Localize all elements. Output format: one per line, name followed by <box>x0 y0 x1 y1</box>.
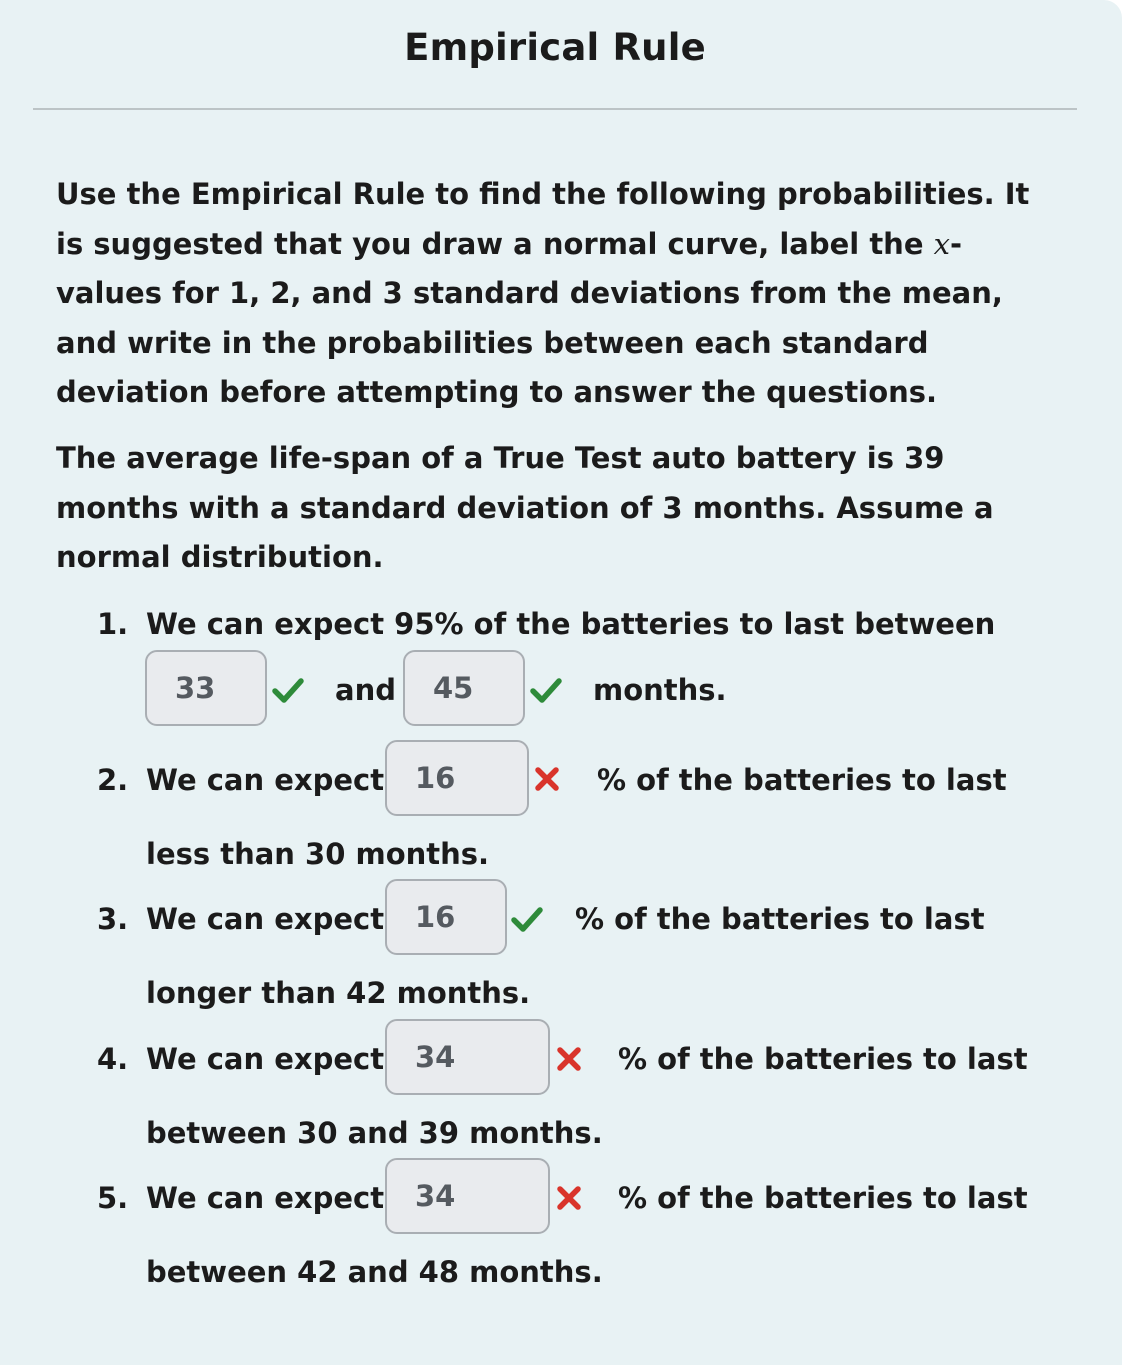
question-3-line2: longer than 42 months. <box>146 976 531 1010</box>
question-5-number: 5. <box>97 1181 129 1215</box>
question-2-number: 2. <box>97 763 129 797</box>
question-1-number: 1. <box>97 607 129 641</box>
question-3-number: 3. <box>97 902 129 936</box>
title-divider <box>33 108 1077 110</box>
question-5-input[interactable] <box>385 1158 550 1234</box>
question-4-input[interactable] <box>385 1019 550 1095</box>
check-icon <box>272 674 304 706</box>
question-3-prefix: We can expect <box>146 902 385 936</box>
question-1-connector: and <box>335 673 396 707</box>
question-3-input[interactable] <box>385 879 507 955</box>
question-2-prefix: We can expect <box>146 763 385 797</box>
question-2-suffix: % of the batteries to last <box>597 763 1007 797</box>
question-1-text: We can expect 95% of the batteries to last between <box>146 607 996 641</box>
question-2-input[interactable] <box>385 740 529 816</box>
check-icon <box>511 903 543 935</box>
question-5-prefix: We can expect <box>146 1181 385 1215</box>
x-mark-icon <box>555 1184 583 1212</box>
question-1-upper-input[interactable] <box>403 650 525 726</box>
question-5-line2: between 42 and 48 months. <box>146 1255 603 1289</box>
question-3-suffix: % of the batteries to last <box>575 902 985 936</box>
question-5-suffix: % of the batteries to last <box>618 1181 1028 1215</box>
x-mark-icon <box>533 765 561 793</box>
page-title: Empirical Rule <box>404 26 706 69</box>
question-1-suffix: months. <box>593 673 727 707</box>
question-4-line2: between 30 and 39 months. <box>146 1116 603 1150</box>
question-4-suffix: % of the batteries to last <box>618 1042 1028 1076</box>
question-1-lower-input[interactable] <box>145 650 267 726</box>
x-variable: x <box>933 226 950 261</box>
instructions-text-1: Use the Empirical Rule to find the following probabilities. It is suggested that you draw a normal curve, label the <box>56 177 1030 261</box>
question-4-number: 4. <box>97 1042 129 1076</box>
check-icon <box>530 674 562 706</box>
x-mark-icon <box>555 1045 583 1073</box>
question-2-line2: less than 30 months. <box>146 837 490 871</box>
scenario-paragraph: The average life-span of a True Test auto battery is 39 months with a standard deviation of 3 months. Assume a normal distribution. <box>56 441 994 574</box>
instructions-text-2: -values for 1, 2, and 3 standard deviations from the mean, and write in the probabilities between each standard deviation before attempting to answer the questions. <box>56 226 1003 409</box>
question-4-prefix: We can expect <box>146 1042 385 1076</box>
instructions-paragraph <box>56 170 1066 418</box>
